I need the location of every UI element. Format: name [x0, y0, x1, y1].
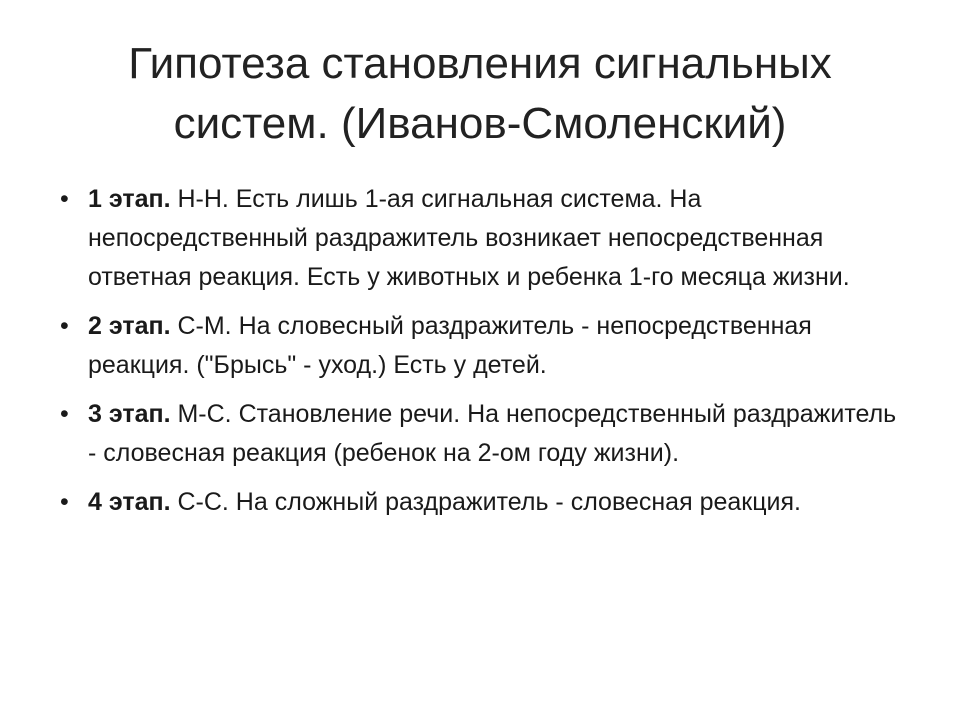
bullet-list — [60, 180, 910, 532]
bullet-icon: • — [60, 488, 69, 516]
stage-label: 2 этап. — [88, 312, 178, 340]
title-line-2: систем. (Иванов-Смоленский) — [173, 99, 787, 148]
list-item — [60, 307, 910, 385]
list-item — [60, 483, 910, 522]
slide-title — [40, 34, 920, 154]
stage-text: М-С. Становление речи. На непосредственный раздражитель - словесная реакция (ребенок на 2-ом году жизни). — [88, 400, 897, 467]
stage-label: 1 этап. — [88, 185, 178, 213]
bullet-icon: • — [60, 400, 69, 428]
list-item — [60, 180, 910, 297]
title-line-1: Гипотеза становления сигнальных — [128, 39, 832, 88]
list-item — [60, 395, 910, 473]
stage-label: 4 этап. — [88, 488, 178, 516]
bullet-icon: • — [60, 312, 69, 340]
stage-text: Н-Н. Есть лишь 1-ая сигнальная система. На непосредственный раздражитель возникает непосредственная ответная реакция. Есть у животных и ребенка 1-го месяца жизни. — [88, 185, 850, 291]
stage-label: 3 этап. — [88, 400, 178, 428]
bullet-icon: • — [60, 185, 69, 213]
stage-text: С-С. На сложный раздражитель - словесная реакция. — [177, 488, 801, 516]
stage-text: С-М. На словесный раздражитель - непосредственная реакция. ("Брысь" - уход.) Есть у детей. — [88, 312, 812, 379]
